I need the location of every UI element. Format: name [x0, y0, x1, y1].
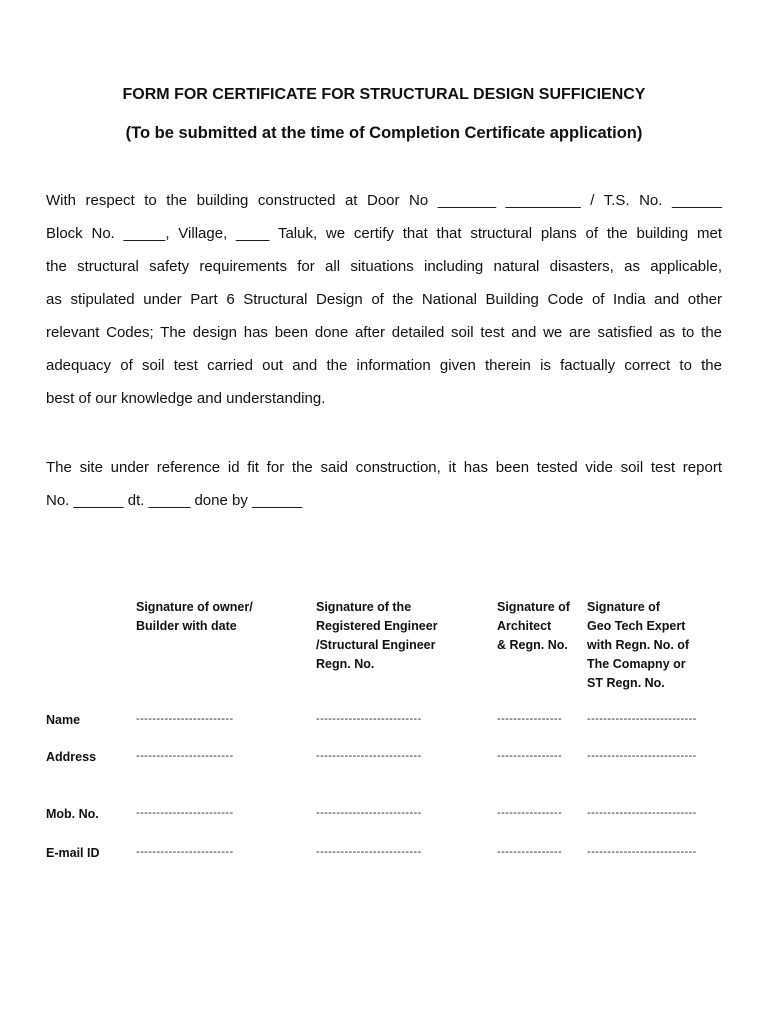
name-owner-field[interactable]: ------------------------ [136, 713, 234, 725]
mobile-owner-field[interactable]: ------------------------ [136, 807, 234, 819]
paragraph-line: The site under reference id fit for the said construction, it has been tested vide soil test report [46, 459, 722, 476]
column-header-geotech: Signature of Geo Tech Expert with Regn. No. of The Comapny or ST Regn. No. [587, 600, 690, 690]
paragraph-line: No. ______ dt. _____ done by ______ [46, 492, 303, 509]
row-label-email: E-mail ID [46, 846, 100, 860]
email-owner-field[interactable]: ------------------------ [136, 846, 234, 858]
form-subtitle: (To be submitted at the time of Completion Certificate application) [125, 124, 643, 142]
paragraph-line: the structural safety requirements for all situations including natural disasters, as applicable, [46, 258, 722, 275]
paragraph-line: as stipulated under Part 6 Structural Design of the National Building Code of India and other [46, 291, 722, 308]
mobile-geotech-field[interactable]: --------------------------- [587, 807, 697, 819]
paragraph-line: Block No. _____, Village, ____ Taluk, we certify that that structural plans of the building met [46, 225, 722, 242]
row-label-mobile: Mob. No. [46, 807, 99, 821]
address-engineer-field[interactable]: -------------------------- [316, 750, 422, 762]
column-header-engineer: Signature of the Registered Engineer /Structural Engineer Regn. No. [316, 600, 438, 671]
paragraph-line: relevant Codes; The design has been done after detailed soil test and we are satisfied as to the [46, 324, 722, 341]
address-architect-field[interactable]: ---------------- [497, 750, 563, 762]
name-architect-field[interactable]: ---------------- [497, 713, 563, 725]
form-title: FORM FOR CERTIFICATE FOR STRUCTURAL DESIGN SUFFICIENCY [122, 86, 646, 103]
paragraph-line: adequacy of soil test carried out and the information given therein is factually correct to the [46, 357, 722, 374]
row-label-address: Address [46, 750, 97, 764]
column-header-owner: Signature of owner/ Builder with date [136, 600, 253, 633]
column-header-architect: Signature of Architect & Regn. No. [497, 600, 570, 652]
mobile-engineer-field[interactable]: -------------------------- [316, 807, 422, 819]
name-geotech-field[interactable]: --------------------------- [587, 713, 697, 725]
name-engineer-field[interactable]: -------------------------- [316, 713, 422, 725]
paragraph-line: best of our knowledge and understanding. [46, 390, 326, 407]
email-engineer-field[interactable]: -------------------------- [316, 846, 422, 858]
row-label-name: Name [46, 713, 81, 727]
email-geotech-field[interactable]: --------------------------- [587, 846, 697, 858]
address-owner-field[interactable]: ------------------------ [136, 750, 234, 762]
paragraph-line: With respect to the building constructed at Door No _______ _________ / T.S. No. ______ [46, 192, 722, 209]
email-architect-field[interactable]: ---------------- [497, 846, 563, 858]
address-geotech-field[interactable]: --------------------------- [587, 750, 697, 762]
mobile-architect-field[interactable]: ---------------- [497, 807, 563, 819]
